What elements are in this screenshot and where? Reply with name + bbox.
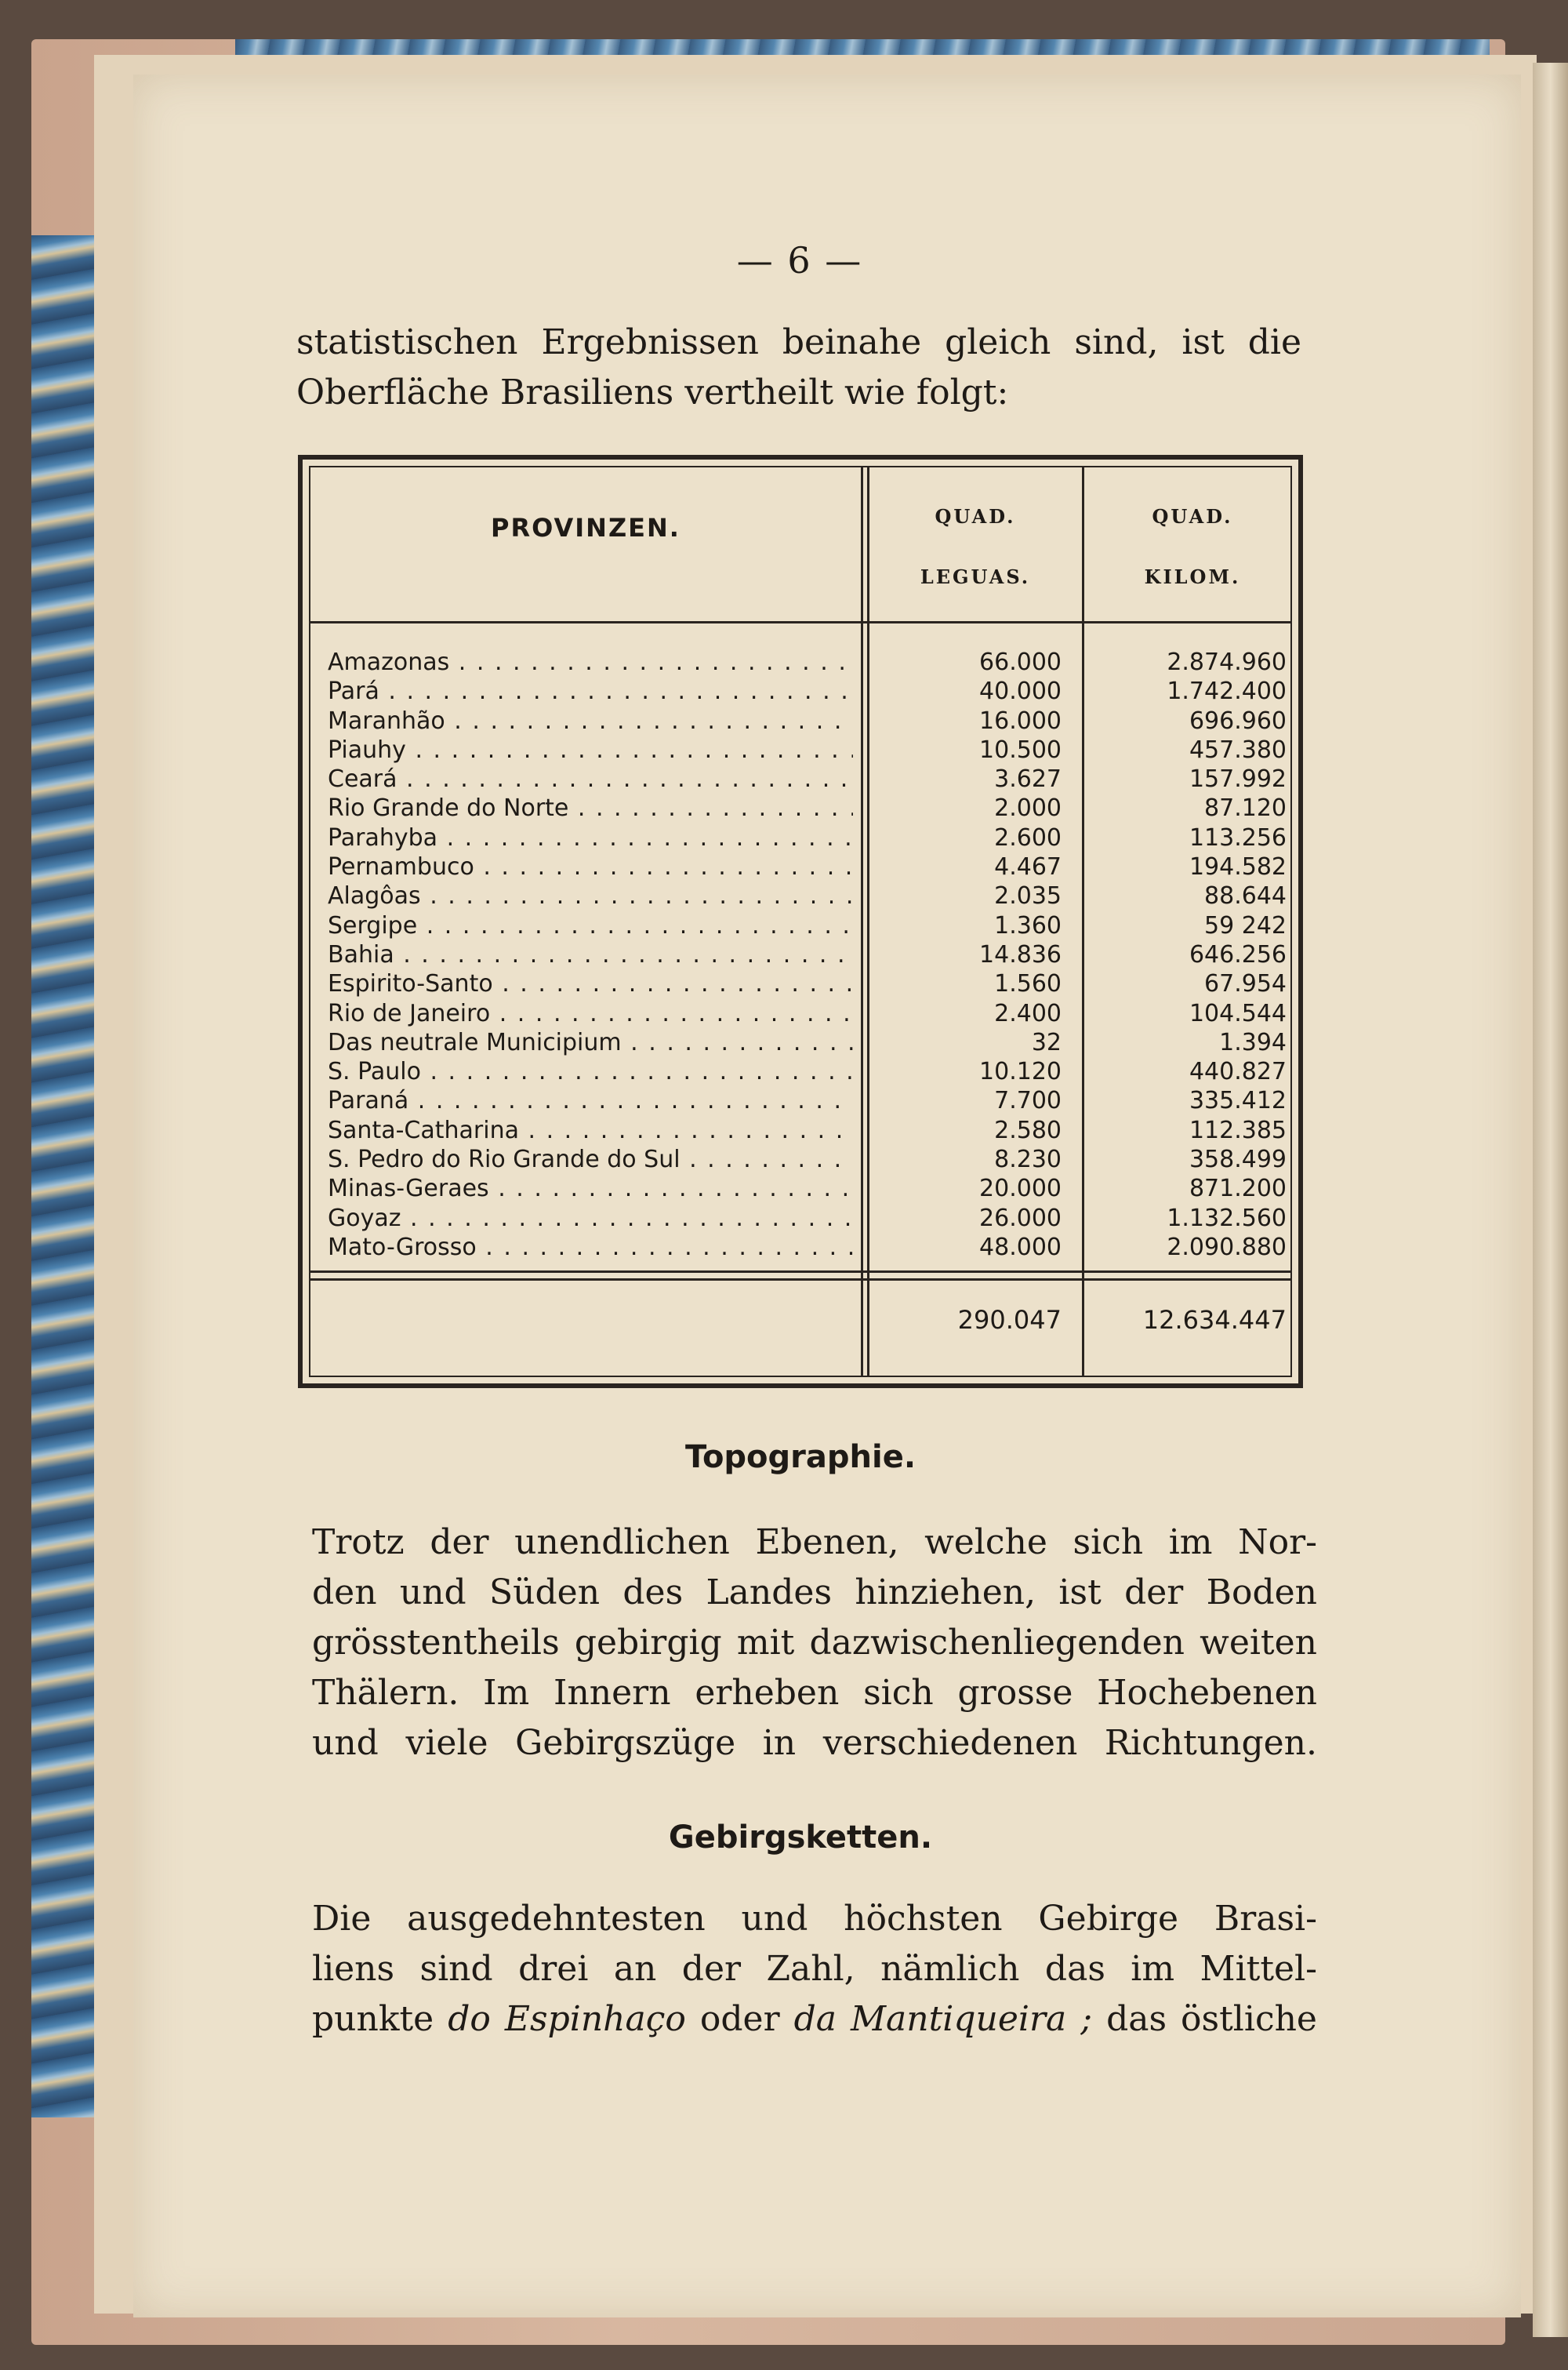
province-name: S. Pedro do Rio Grande do Sul . . . [328,1145,853,1174]
leguas-value: 4.467 [994,853,1062,881]
table-row [310,677,1290,706]
intro-line: Oberfläche Brasiliens vertheilt wie folgt: [296,373,1009,413]
table-row [310,1028,1290,1057]
table-body [310,648,1290,1262]
kilom-value: 88.644 [1204,882,1287,911]
leguas-value: 2.400 [994,999,1062,1027]
section-heading-topographie: Topographie. [684,1439,916,1475]
table-row [310,648,1290,677]
kilom-value: 1.394 [1219,1028,1287,1056]
table-row [310,1233,1290,1262]
table-row [310,1174,1290,1203]
kilom-value: 696.960 [1189,707,1287,735]
province-name: Pernambuco . . . [328,852,853,881]
gebirgsketten-paragraph [312,1894,1317,2045]
province-name: Alagôas . . . [328,881,853,911]
total-leguas: 290.047 [957,1305,1062,1335]
table-row [310,1204,1290,1233]
leguas-value: 8.230 [994,1146,1062,1174]
province-name: Das neutrale Municipium . . . [328,1028,853,1057]
leguas-value: 20.000 [979,1175,1062,1203]
text-line: den und Süden des Landes hinziehen, ist der Boden [312,1572,1317,1612]
topographie-paragraph [312,1518,1317,1768]
header-provinces: PROVINZEN. [491,513,681,543]
province-name: Santa-Catharina . . . [328,1116,853,1145]
intro-line: statistischen Ergebnissen beinahe gleich sind, ist die [296,322,1301,362]
leguas-value: 40.000 [979,678,1062,706]
table-row [310,1145,1290,1174]
page-number: — 6 — [736,239,863,282]
kilom-value: 1.132.560 [1167,1204,1287,1232]
text-line: grösstentheils gebirgig mit dazwischenliegenden weiten [312,1623,1317,1663]
leguas-value: 66.000 [979,649,1062,676]
kilom-value: 87.120 [1204,794,1287,823]
header-kilom-line1: QUAD. [1152,505,1233,528]
total-divider [310,1278,1290,1281]
province-name: Amazonas . . . [328,648,853,677]
kilom-value: 871.200 [1189,1175,1287,1203]
text-fragment: oder [699,1999,780,2039]
province-name: Ceará . . . [328,765,853,794]
marbled-edge-left [31,235,102,2117]
table-row [310,852,1290,881]
text-line: Die ausgedehntesten und höchsten Gebirge Brasi- [312,1899,1317,1939]
kilom-value: 457.380 [1189,736,1287,764]
kilom-value: 1.742.400 [1167,678,1287,706]
province-name: Goyaz . . . [328,1204,853,1233]
leguas-value: 14.836 [979,940,1062,969]
header-leguas-line2: LEGUAS. [920,565,1031,588]
kilom-value: 113.256 [1189,823,1287,852]
province-name: Pará . . . [328,677,853,706]
province-name: Espirito-Santo . . . [328,969,853,998]
total-divider [310,1270,1290,1273]
text-fragment: das östliche [1106,1999,1317,2039]
province-name: Rio Grande do Norte . . . [328,794,853,823]
table-row [310,1057,1290,1086]
leguas-value: 10.120 [979,1058,1062,1086]
table-frame [309,466,1292,1377]
leguas-value: 16.000 [979,707,1062,735]
kilom-value: 67.954 [1204,970,1287,998]
kilom-value: 2.874.960 [1167,649,1287,676]
leguas-value: 32 [1031,1028,1062,1056]
table-row [310,969,1290,998]
table-row [310,736,1290,765]
text-line: und viele Gebirgszüge in verschiedenen Richtungen. [312,1723,1317,1763]
province-name: Mato-Grosso . . . [328,1233,853,1262]
table-row [310,1116,1290,1145]
table-row [310,999,1290,1028]
leguas-value: 2.035 [994,882,1062,911]
kilom-value: 157.992 [1189,765,1287,794]
leguas-value: 48.000 [979,1233,1062,1261]
kilom-value: 335.412 [1189,1087,1287,1115]
table-row [310,823,1290,852]
leguas-value: 3.627 [994,765,1062,794]
kilom-value: 358.499 [1189,1146,1287,1174]
leguas-value: 1.560 [994,970,1062,998]
text-fragment: punkte [312,1999,434,2039]
leguas-value: 1.360 [994,911,1062,940]
leguas-value: 2.000 [994,794,1062,823]
province-name: Maranhão . . . [328,707,853,736]
kilom-value: 194.582 [1189,853,1287,881]
province-name: S. Paulo . . . [328,1057,853,1086]
text-line: Trotz der unendlichen Ebenen, welche sich im Nor- [312,1522,1317,1562]
province-name: Rio de Janeiro . . . [328,999,853,1028]
text-line: liens sind drei an der Zahl, nämlich das im Mittel- [312,1949,1317,1989]
kilom-value: 646.256 [1189,940,1287,969]
leguas-value: 26.000 [979,1204,1062,1232]
table-row [310,1086,1290,1115]
leguas-value: 10.500 [979,736,1062,764]
table-row [310,794,1290,823]
place-name-italic: da Mantiqueira ; [793,1999,1093,2039]
kilom-value: 104.544 [1189,999,1287,1027]
kilom-value: 59 242 [1204,911,1287,940]
text-line: Thälern. Im Innern erheben sich grosse Hochebenen [312,1673,1317,1713]
kilom-value: 112.385 [1189,1116,1287,1144]
table-row [310,881,1290,911]
page-stack-edge [1533,63,1568,2337]
kilom-value: 2.090.880 [1167,1233,1287,1261]
kilom-value: 440.827 [1189,1058,1287,1086]
province-name: Paraná . . . [328,1086,853,1115]
table-row [310,911,1290,940]
leguas-value: 2.600 [994,823,1062,852]
section-heading-gebirgsketten: Gebirgsketten. [668,1819,933,1856]
province-name: Parahyba . . . [328,823,853,852]
header-divider [310,621,1290,623]
intro-paragraph [296,318,1301,418]
province-name: Bahia . . . [328,940,853,969]
province-name: Minas-Geraes . . . [328,1174,853,1203]
place-name-italic: do Espinhaço [448,1999,686,2039]
total-kilom: 12.634.447 [1142,1305,1287,1335]
province-area-table [298,455,1303,1388]
province-name: Piauhy . . . [328,736,853,765]
table-row [310,707,1290,736]
province-name: Sergipe . . . [328,911,853,940]
leguas-value: 2.580 [994,1116,1062,1144]
text-line [312,1999,1317,2039]
leguas-value: 7.700 [994,1087,1062,1115]
table-row [310,765,1290,794]
table-row [310,940,1290,969]
header-leguas-line1: QUAD. [935,505,1016,528]
header-kilom-line2: KILOM. [1144,565,1241,588]
